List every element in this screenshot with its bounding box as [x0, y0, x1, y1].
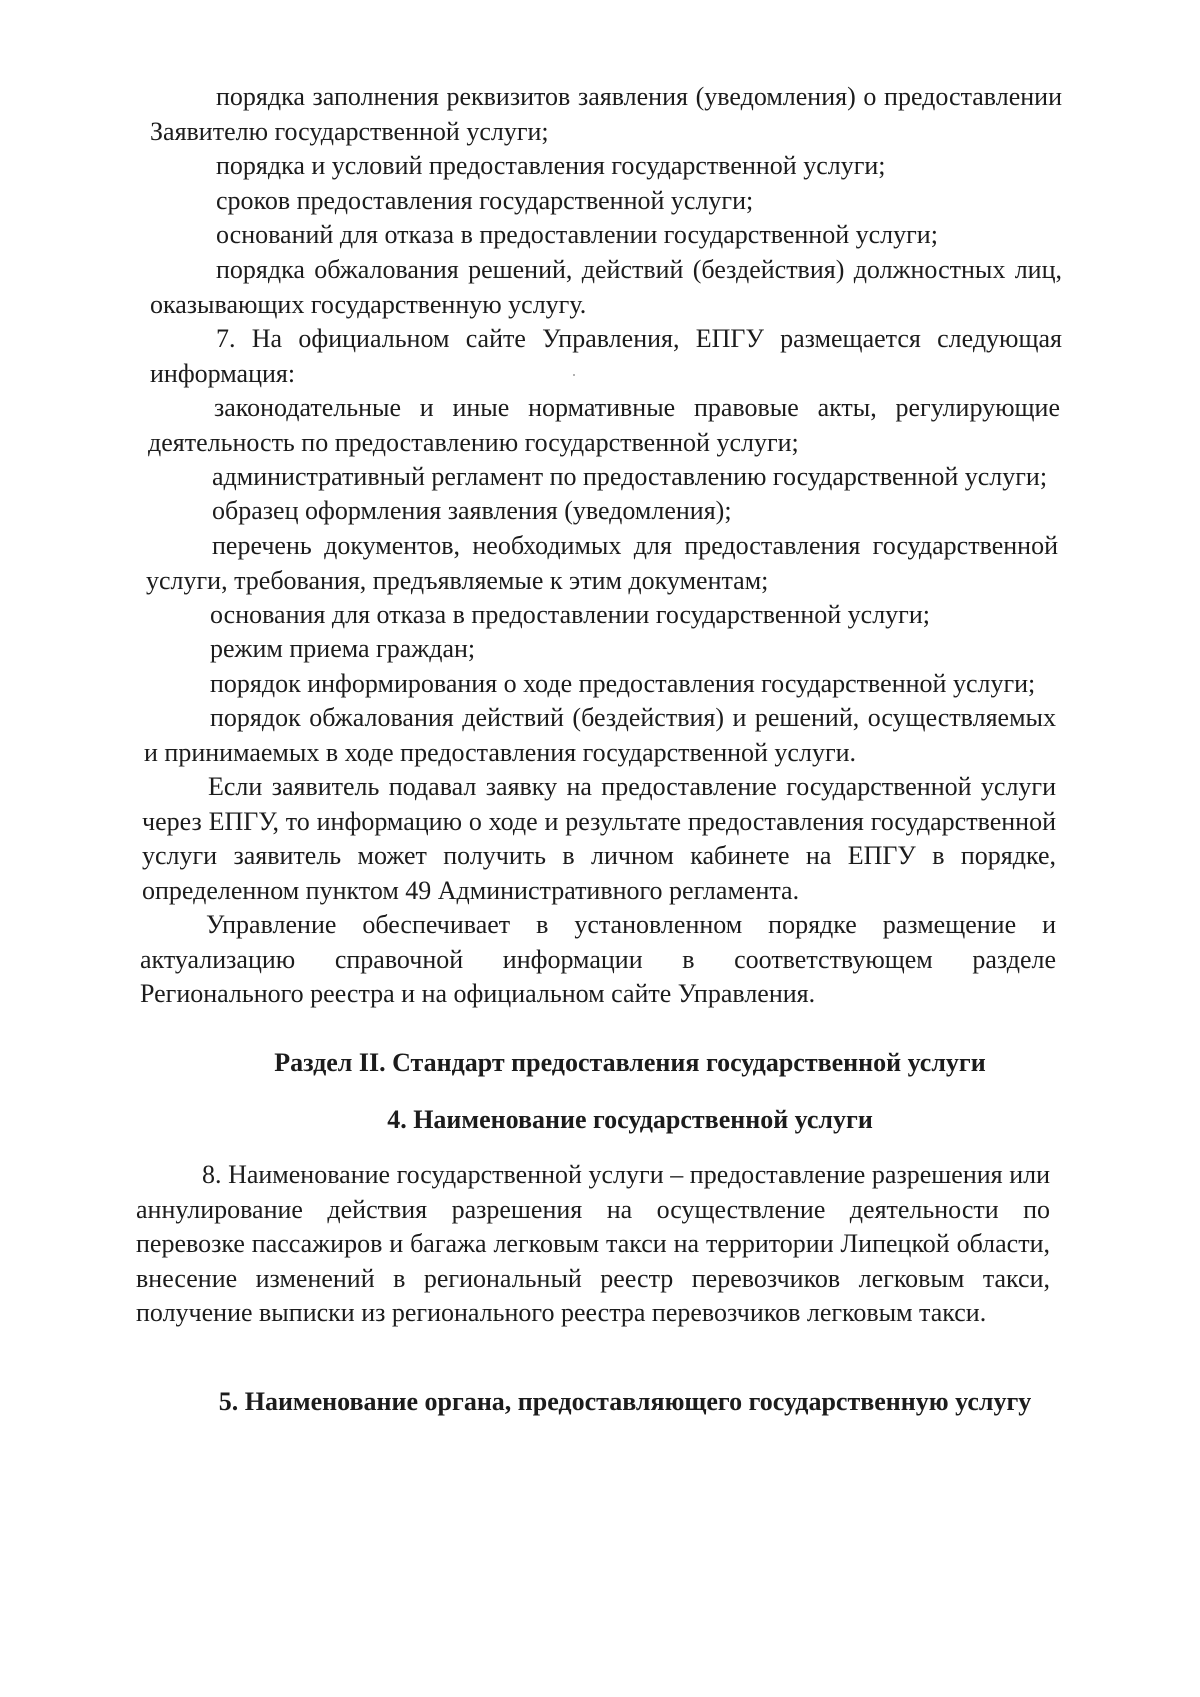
paragraph-application-sample: образец оформления заявления (уведомления);: [212, 496, 732, 525]
paragraph-requisites-order: порядка заполнения реквизитов заявления (уведомления) о предоставлении Заявителю государственной услуги;: [150, 82, 1062, 146]
paragraph-conditions-order: порядка и условий предоставления государственной услуги;: [216, 151, 886, 180]
paragraph-admin-regulation: административный регламент по предоставлению государственной услуги;: [212, 462, 1048, 491]
paragraph-7-website-info: 7. На официальном сайте Управления, ЕПГУ размещается следующая информация:: [150, 324, 1062, 388]
subsection-5-heading: 5. Наименование органа, предоставляющего государственную услугу: [218, 1387, 1032, 1416]
paragraph-refusal-grounds-2: основания для отказа в предоставлении государственной услуги;: [210, 600, 930, 629]
paragraph-documents-list: перечень документов, необходимых для предоставления государственной услуги, требования, предъявляемые к этим документам;: [146, 531, 1058, 595]
paragraph-legal-acts: законодательные и иные нормативные правовые акты, регулирующие деятельность по предоставлению государственной услуги;: [148, 393, 1060, 457]
paragraph-terms: сроков предоставления государственной услуги;: [216, 186, 754, 215]
paragraph-epgu-application: Если заявитель подавал заявку на предоставление государственной услуги через ЕПГУ, то информацию о ходе и результате предоставления государственной услуги заявитель может получить в личном кабинете на ЕПГУ в порядке, определенном пунктом 49 Административного регламента.: [142, 772, 1056, 905]
paragraph-reception-hours: режим приема граждан;: [210, 634, 476, 663]
paragraph-informing-order: порядок информирования о ходе предоставления государственной услуги;: [210, 669, 1036, 698]
paragraph-management-ensures: Управление обеспечивает в установленном порядке размещение и актуализацию справочной информации в соответствующем разделе Регионального реестра и на официальном сайте Управления.: [140, 910, 1056, 1008]
paragraph-refusal-grounds: оснований для отказа в предоставлении государственной услуги;: [216, 220, 938, 249]
paragraph-appeal-actions: порядок обжалования действий (бездействия) и решений, осуществляемых и принимаемых в ходе предоставления государственной услуги.: [144, 703, 1056, 767]
paragraph-8-service-name: 8. Наименование государственной услуги – предоставление разрешения или аннулирование действия разрешения на осуществление деятельности по перевозке пассажиров и багажа легковым такси на территории Липецкой области, внесение изменений в региональный реестр перевозчиков легковым такси, получение выписки из регионального реестра перевозчиков легковым такси.: [136, 1160, 1050, 1327]
section-2-heading: Раздел II. Стандарт предоставления государственной услуги: [274, 1048, 986, 1077]
subsection-4-heading: 4. Наименование государственной услуги: [387, 1105, 873, 1134]
scan-speck: [573, 374, 575, 376]
paragraph-appeal-order: порядка обжалования решений, действий (бездействия) должностных лиц, оказывающих государственную услугу.: [150, 255, 1062, 319]
